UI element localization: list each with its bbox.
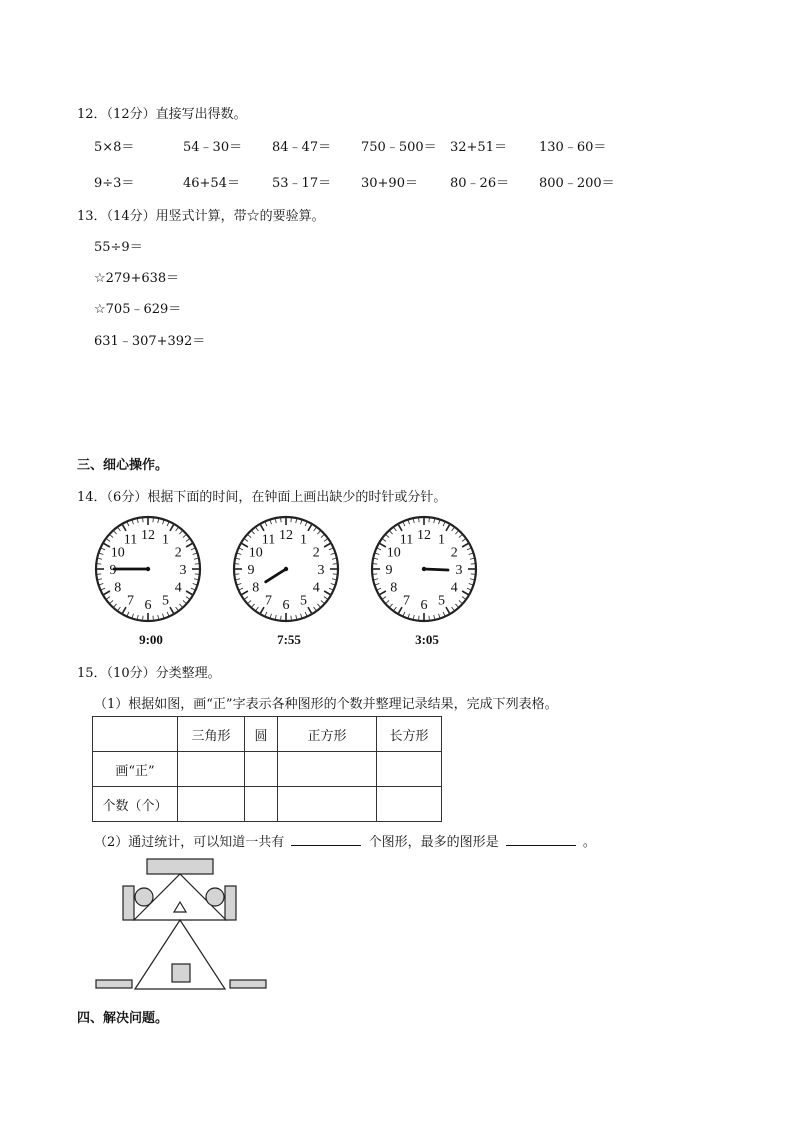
- table-row: [93, 787, 442, 822]
- q12-item: 54﹣30＝: [183, 140, 243, 155]
- table-header-cell: 圆: [245, 717, 278, 752]
- clock-number: 9: [385, 563, 393, 578]
- clocks-svg: [92, 512, 480, 648]
- bottom-left-rectangle: [96, 980, 132, 988]
- clock-number: 2: [312, 545, 320, 561]
- table-header-row: [93, 717, 442, 752]
- clock-number: 7: [127, 593, 134, 609]
- clock-number: 5: [162, 593, 169, 609]
- q13-item: 631﹣307+392＝: [94, 334, 206, 349]
- clock-hand: [424, 569, 448, 570]
- table-header-cell: [93, 717, 178, 752]
- q12-item: 84﹣47＝: [272, 140, 332, 155]
- table-answer-cell[interactable]: [245, 752, 278, 787]
- q13-item: ☆279+638＝: [94, 271, 180, 286]
- q14-title: 14．（6分）根据下面的时间，在钟面上画出缺少的时针或分针。: [77, 490, 447, 505]
- clock-face: [234, 517, 338, 621]
- q15-part2-text: （2）通过统计，可以知道一共有: [94, 835, 285, 850]
- q15-part1: （1）根据如图，画“正”字表示各种图形的个数并整理记录结果，完成下列表格。: [94, 697, 558, 712]
- clock-number: 11: [399, 532, 414, 548]
- clock-number: 12: [141, 528, 155, 543]
- clock-number: 6: [144, 598, 152, 613]
- section-3-heading: 三、细心操作。: [77, 458, 169, 473]
- clock-number: 3: [455, 563, 463, 578]
- clock-number: 8: [114, 580, 122, 596]
- q15-part2-text: 个图形，最多的图形是: [368, 835, 499, 850]
- q12-item: 800﹣200＝: [539, 176, 615, 191]
- q15-part2: [94, 831, 596, 850]
- q12-item: 5×8＝: [94, 140, 135, 155]
- clock-number: 4: [312, 580, 320, 596]
- left-circle: [135, 888, 153, 906]
- table-row: [93, 752, 442, 787]
- clock-number: 10: [386, 545, 401, 561]
- square: [172, 964, 190, 982]
- clock-number: 11: [123, 532, 138, 548]
- clock-number: 11: [261, 532, 276, 548]
- clock-number: 7: [265, 593, 272, 609]
- answer-blank-total[interactable]: [291, 833, 361, 846]
- table-header-cell: 长方形: [377, 717, 442, 752]
- q12-item: 130﹣60＝: [539, 140, 607, 155]
- q15-part2-text: 。: [582, 835, 596, 850]
- q12-item: 30+90＝: [361, 176, 418, 191]
- clock-number: 3: [179, 563, 187, 578]
- clock-number: 4: [174, 580, 182, 596]
- clock-number: 2: [174, 545, 182, 561]
- q15-title: 15．（10分）分类整理。: [77, 666, 221, 681]
- answer-blank-most[interactable]: [506, 833, 576, 846]
- clock-number: 5: [300, 593, 307, 609]
- clock-number: 4: [450, 580, 458, 596]
- clock-center: [284, 567, 288, 571]
- table-row-label: 画“正”: [93, 752, 178, 787]
- section-4-heading: 四、解决问题。: [77, 1011, 169, 1026]
- clock-number: 12: [279, 528, 293, 543]
- clock-time-label: 7:55: [277, 632, 301, 647]
- q12-item: 750﹣500＝: [361, 140, 437, 155]
- clock-number: 12: [417, 528, 431, 543]
- clock-number: 1: [438, 532, 445, 548]
- q13-title: 13．（14分）用竖式计算，带☆的要验算。: [77, 209, 325, 224]
- table-answer-cell[interactable]: [377, 752, 442, 787]
- right-rectangle: [225, 886, 236, 920]
- q12-item: 9÷3＝: [94, 176, 135, 191]
- clock-face: [96, 517, 200, 621]
- table-answer-cell[interactable]: [178, 752, 245, 787]
- table-row-label: 个数（个）: [93, 787, 178, 822]
- clock-number: 2: [450, 545, 458, 561]
- clocks-figure: [92, 512, 480, 648]
- shapes-figure: [92, 856, 268, 992]
- clock-center: [146, 567, 150, 571]
- clock-number: 8: [390, 580, 398, 596]
- right-circle: [206, 888, 224, 906]
- top-rectangle: [147, 859, 213, 874]
- q12-item: 53﹣17＝: [272, 176, 332, 191]
- shapes-svg: [92, 856, 268, 992]
- left-rectangle: [123, 886, 134, 920]
- q13-item: ☆705﹣629＝: [94, 302, 182, 317]
- clock-number: 7: [403, 593, 410, 609]
- clock-number: 1: [300, 532, 307, 548]
- q12-title: 12．（12分）直接写出得数。: [77, 107, 247, 122]
- clock-number: 8: [252, 580, 260, 596]
- table-answer-cell[interactable]: [278, 787, 377, 822]
- clock-center: [422, 567, 426, 571]
- table-answer-cell[interactable]: [377, 787, 442, 822]
- clock-number: 3: [317, 563, 325, 578]
- tally-table: [92, 716, 442, 822]
- clock-face: [372, 517, 476, 621]
- clock-number: 6: [282, 598, 290, 613]
- q12-row-1: [0, 136, 794, 154]
- bottom-right-rectangle: [230, 980, 266, 988]
- table-header-cell: 正方形: [278, 717, 377, 752]
- clock-number: 10: [248, 545, 263, 561]
- table-header-cell: 三角形: [178, 717, 245, 752]
- q12-item: 80﹣26＝: [450, 176, 510, 191]
- table-answer-cell[interactable]: [278, 752, 377, 787]
- clock-number: 6: [420, 598, 428, 613]
- q12-row-2: [0, 172, 794, 190]
- clock-number: 10: [110, 545, 125, 561]
- clock-time-label: 9:00: [139, 632, 163, 647]
- clock-number: 9: [247, 563, 255, 578]
- clock-number: 9: [109, 563, 117, 578]
- q12-item: 32+51＝: [450, 140, 507, 155]
- table-answer-cell[interactable]: [178, 787, 245, 822]
- clock-number: 1: [162, 532, 169, 548]
- clock-number: 5: [438, 593, 445, 609]
- clock-time-label: 3:05: [415, 632, 439, 647]
- q13-item: 55÷9＝: [94, 240, 143, 255]
- table-answer-cell[interactable]: [245, 787, 278, 822]
- q12-item: 46+54＝: [183, 176, 240, 191]
